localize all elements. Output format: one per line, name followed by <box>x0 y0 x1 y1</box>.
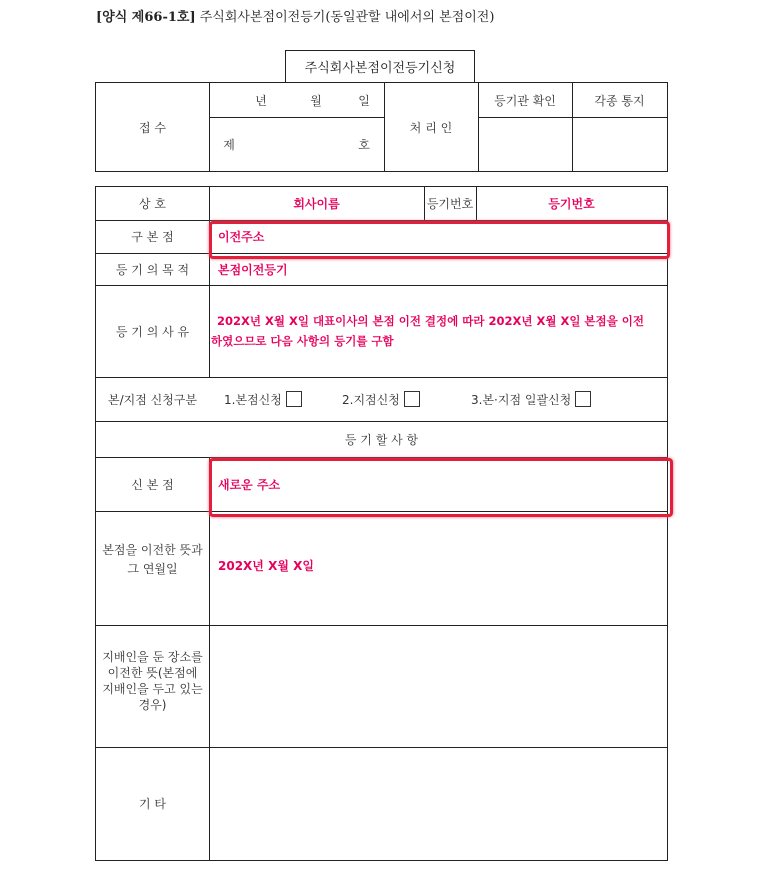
form-number: [양식 제66-1호] <box>96 10 196 25</box>
purpose-label: 등 기 의 목 적 <box>115 262 190 277</box>
old-office-label: 구 본 점 <box>131 230 174 244</box>
receipt-table <box>95 82 668 172</box>
receipt-day: 일 <box>358 93 370 108</box>
items-heading: 등 기 할 사 항 <box>344 432 419 447</box>
type-label: 본/지점 신청구분 <box>107 392 197 407</box>
new-office-highlight <box>209 458 673 517</box>
type-option-main[interactable] <box>224 377 302 421</box>
type-option-both[interactable] <box>471 377 591 421</box>
reg-no-label: 등기번호 <box>426 197 474 211</box>
manager-label-line-1: 지배인을 둔 장소를 <box>102 650 203 664</box>
type-option-branch[interactable] <box>342 377 420 421</box>
type-option-branch-label: 2.지점신청 <box>342 392 400 407</box>
form-subtitle: 주식회사본점이전등기(동일관할 내에서의 본점이전) <box>199 10 495 25</box>
receipt-year: 년 <box>255 93 267 108</box>
registry-confirm-label: 등기관 확인 <box>494 93 556 108</box>
purpose-value[interactable]: 본점이전등기 <box>218 262 288 277</box>
trade-name-label: 상 호 <box>139 197 166 211</box>
cause-label: 등 기 의 사 유 <box>115 324 190 339</box>
application-table <box>95 186 668 861</box>
receipt-month: 월 <box>310 93 322 108</box>
checkbox-branch[interactable] <box>404 391 420 407</box>
old-office-value[interactable]: 이전주소 <box>218 230 265 244</box>
type-option-both-label: 3.본·지점 일괄신청 <box>471 392 572 407</box>
relocated-value[interactable]: 202X년 X월 X일 <box>218 558 314 573</box>
other-label: 기 타 <box>139 797 166 811</box>
cause-line-2[interactable]: 하였으므로 다음 사항의 등기를 구함 <box>211 334 394 348</box>
checkbox-main[interactable] <box>286 391 302 407</box>
receipt-no-prefix: 제 <box>223 137 235 152</box>
relocated-label <box>96 541 209 579</box>
manager-label <box>96 649 209 713</box>
receipt-label: 접 수 <box>139 120 166 135</box>
notices-label: 각종 통지 <box>594 93 645 108</box>
manager-label-line-3: 지배인을 두고 있는 <box>102 682 203 696</box>
processor-label: 처 리 인 <box>409 120 453 135</box>
relocated-label-line-2: 그 연월일 <box>127 562 178 576</box>
new-office-value[interactable]: 새로운 주소 <box>218 477 281 492</box>
new-office-label: 신 본 점 <box>131 477 174 492</box>
trade-name-value[interactable]: 회사이름 <box>293 197 340 211</box>
type-option-main-label: 1.본점신청 <box>224 392 282 407</box>
manager-label-line-2: 이전한 뜻(본점에 <box>107 666 198 680</box>
receipt-no-suffix: 호 <box>358 137 370 152</box>
checkbox-both[interactable] <box>575 391 591 407</box>
manager-label-line-4: 경우) <box>138 698 167 712</box>
form-title: 주식회사본점이전등기신청 <box>285 50 475 83</box>
reg-no-value[interactable]: 등기번호 <box>548 197 595 211</box>
form-header <box>96 6 494 25</box>
cause-line-1[interactable]: 202X년 X월 X일 대표이사의 본점 이전 결정에 따라 202X년 X월 X일 본점을 이전 <box>217 314 644 328</box>
relocated-label-line-1: 본점을 이전한 뜻과 <box>102 543 203 557</box>
